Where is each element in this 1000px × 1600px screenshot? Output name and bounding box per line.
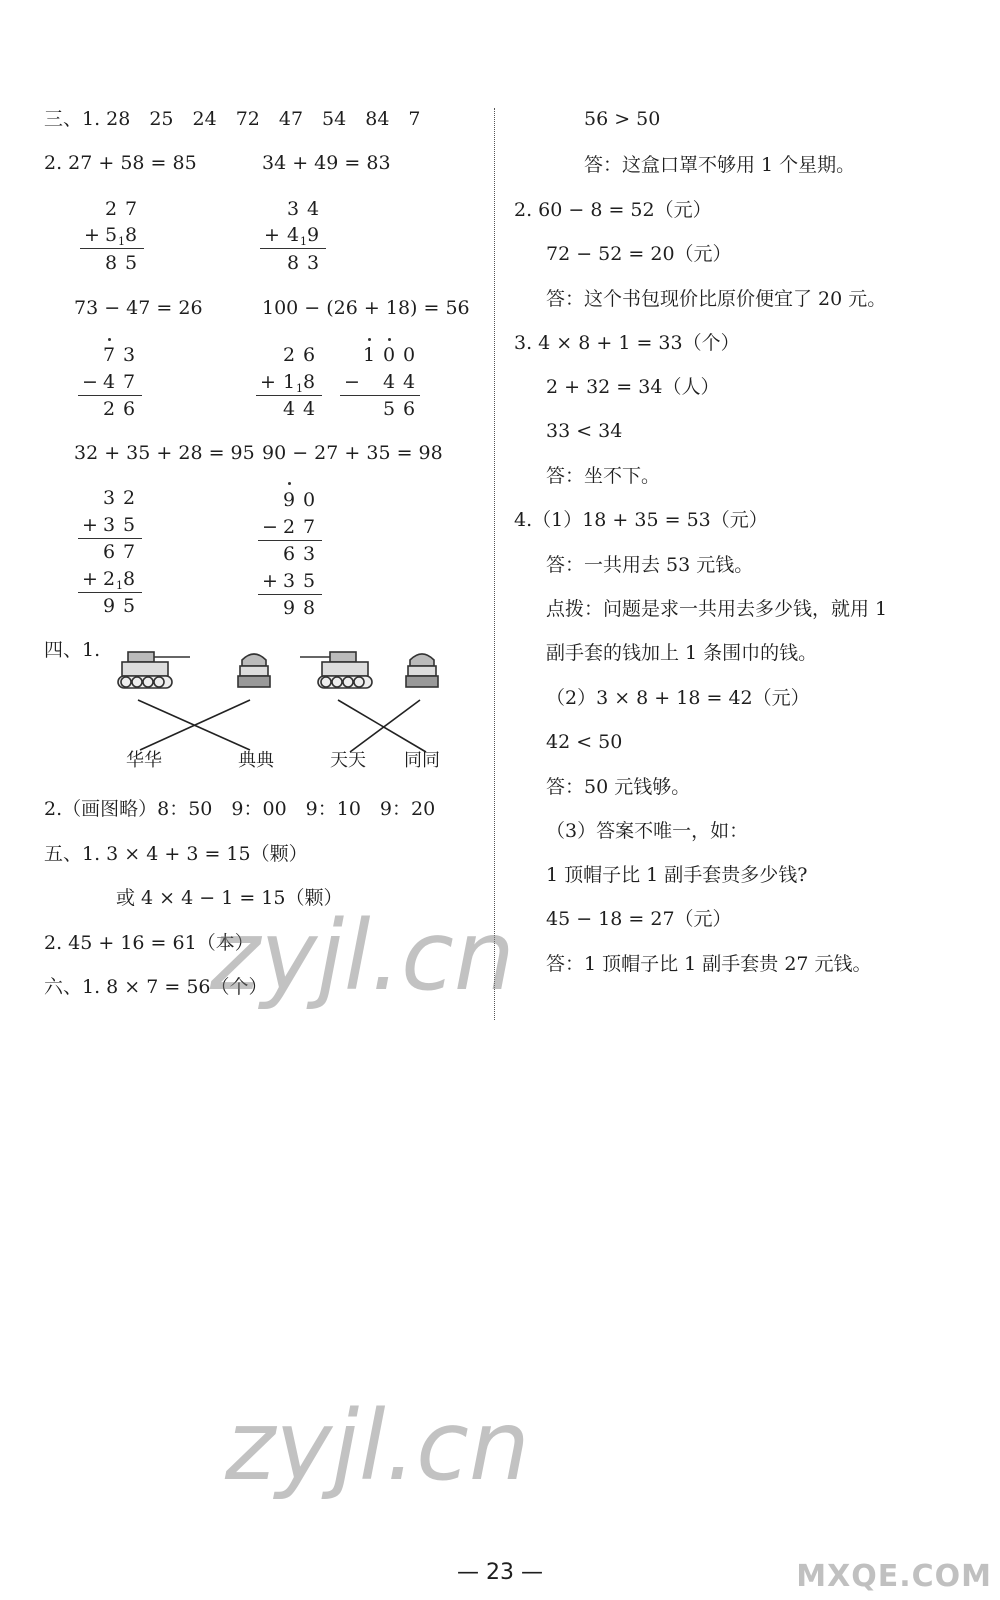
watermark-2: zyjl.cn [225, 1390, 530, 1502]
cake-icon-2 [406, 654, 438, 687]
right-line-12: 点拨：问题是求一共用去多少钱，就用 1 [546, 598, 888, 620]
section-3-q2-eq4: 100 − (26 + 18) = 56 [262, 297, 470, 319]
section-3-q2-eq1: 2. 27 + 58 = 85 [44, 152, 197, 174]
section-5-q1-alt: 或 4 × 4 − 1 = 15（颗） [116, 887, 343, 909]
tank-icon-1 [118, 652, 190, 688]
cake-icon-1 [238, 654, 270, 687]
name-tongtong: 同同 [404, 750, 440, 771]
right-line-13: 副手套的钱加上 1 条围巾的钱。 [546, 642, 818, 664]
tank-icon-2 [300, 652, 372, 688]
section-3-q2-eq5: 32 + 35 + 28 = 95 [74, 442, 255, 464]
section-3-q2-eq2: 34 + 49 = 83 [262, 152, 391, 174]
right-line-14: （2）3 × 8 + 18 = 42（元） [546, 687, 810, 709]
right-line-4: 72 − 52 = 20（元） [546, 243, 732, 265]
section-5-q1: 五、1. 3 × 4 + 3 = 15（颗） [44, 843, 308, 865]
section-3-q1: 三、1. 28 25 24 72 47 54 84 7 [44, 108, 421, 130]
right-line-17: （3）答案不唯一，如： [546, 820, 749, 842]
right-line-2: 答：这盒口罩不够用 1 个星期。 [584, 154, 856, 176]
section-3-q2-eq6: 90 − 27 + 35 = 98 [262, 442, 443, 464]
matching-lines [138, 700, 426, 752]
name-tiantian: 天天 [330, 750, 366, 771]
section-4-q2: 2.（画图略）8：50 9：00 9：10 9：20 [44, 798, 436, 820]
section-6-q1: 六、1. 8 × 7 = 56（个） [44, 976, 268, 998]
right-line-7: 2 + 32 = 34（人） [546, 376, 720, 398]
right-line-20: 答：1 顶帽子比 1 副手套贵 27 元钱。 [546, 953, 872, 975]
right-line-16: 答：50 元钱够。 [546, 776, 691, 798]
watermark-1: zyjl.cn [210, 900, 515, 1012]
right-line-19: 45 − 18 = 27（元） [546, 908, 732, 930]
column-divider [494, 108, 495, 1020]
name-diandian: 典典 [238, 750, 274, 771]
right-line-10: 4.（1）18 + 35 = 53（元） [514, 509, 768, 531]
watermark-3: MXQE.COM [796, 1559, 992, 1594]
right-line-5: 答：这个书包现价比原价便宜了 20 元。 [546, 288, 887, 310]
right-line-11: 答：一共用去 53 元钱。 [546, 554, 754, 576]
section-5-q2: 2. 45 + 16 = 61（本） [44, 932, 254, 954]
right-line-18: 1 顶帽子比 1 副手套贵多少钱? [546, 864, 808, 886]
right-line-8: 33 < 34 [546, 420, 623, 442]
right-line-6: 3. 4 × 8 + 1 = 33（个） [514, 332, 740, 354]
answer-page: 三、1. 28 25 24 72 47 54 84 7 2. 27 + 58 = 85 34 + 49 = 83 2 7 + 5 1 8 8 5 3 4 + 4 1 9 8 3 73 − 47 = 26 100 − (26 + 18) = 56 7 3 − 4 7 2 6 2 6 + 1 1 8 4 4 1 0 0 − 4 4 5 6 32 + 35 + 28 = 95 90 − 27 + 35 = 98 3 2 + 3 5 6 7 + 2 1 8 9 5 9 0 − 2 7 6 3 + 3 5 9 8 四、1. 华华 典典 天天 同同 2.（画图略）8：50 9：00 9：10 9：20 五、1. 3 × 4 + 3 = 15（颗） 或 4 × 4 − 1 = 15（颗） 2. 45 + 16 = 61（本） 六、1. 8 × 7 = 56（个） 56 > 50 答：这盒口罩不够用 1 个星期。 2. 60 − 8 = 52（元） 72 − 52 = 20（元） 答：这个书包现价比原价便宜了 20 元。 3. 4 × 8 + 1 = 33（个） 2 + 32 = 34（人） 33 < 34 答：坐不下。 4.（1）18 + 35 = 53（元） 答：一共用去 53 元钱。 点拨：问题是求一共用去多少钱，就用 1 副手套的钱加上 1 条围巾的钱。 （2）3 × 8 + 18 = 42（元） 42 < 50 答：50 元钱够。 （3）答案不唯一，如： 1 顶帽子比 1 副手套贵多少钱? 45 − 18 = 27（元） 答：1 顶帽子比 1 副手套贵 27 元钱。 zyjl.cn zyjl.cn MXQE.COM — 23 — [0, 0, 1000, 1600]
right-line-9: 答：坐不下。 [546, 465, 661, 487]
right-line-1: 56 > 50 [584, 108, 661, 130]
section-3-q2-eq3: 73 − 47 = 26 [74, 297, 203, 319]
name-huahua: 华华 [126, 750, 162, 771]
right-line-3: 2. 60 − 8 = 52（元） [514, 199, 712, 221]
section-4-q1-label: 四、1. [44, 639, 101, 661]
page-number: — 23 — [457, 1560, 543, 1585]
right-line-15: 42 < 50 [546, 731, 623, 753]
